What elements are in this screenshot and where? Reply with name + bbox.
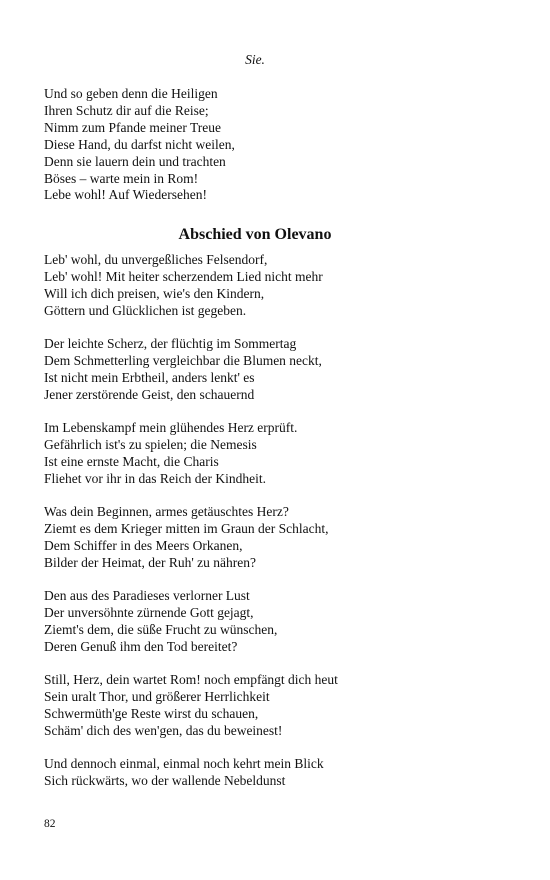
stanza-7 [44, 756, 514, 790]
verse-line: Ziemt es dem Krieger mitten im Graun der Schlacht, [44, 520, 329, 536]
stanza-5 [44, 588, 514, 656]
verse-line: Fliehet vor ihr in das Reich der Kindheit. [44, 470, 266, 486]
verse-line: Schwermüth'ge Reste wirst du schauen, [44, 705, 259, 721]
verse-line: Denn sie lauern dein und trachten [44, 153, 226, 169]
verse-line: Jener zerstörende Geist, den schauernd [44, 386, 255, 402]
speaker-label: Sie. [245, 52, 265, 67]
verse-line: Bilder der Heimat, der Ruh' zu nähren? [44, 554, 256, 570]
verse-line: Im Lebenskampf mein glühendes Herz erprüft. [44, 420, 298, 435]
verse-line: Leb' wohl! Mit heiter scherzendem Lied nicht mehr [44, 268, 323, 284]
verse-line: Gefährlich ist's zu spielen; die Nemesis [44, 436, 257, 452]
verse-line: Göttern und Glücklichen ist gegeben. [44, 302, 247, 318]
verse-line: Deren Genuß ihm den Tod bereitet? [44, 638, 238, 654]
verse-line: Sich rückwärts, wo der wallende Nebeldunst [44, 772, 286, 788]
verse-line: Leb' wohl, du unvergeßliches Felsendorf, [44, 252, 268, 267]
verse-line: Der leichte Scherz, der flüchtig im Sommertag [44, 336, 297, 351]
verse-line: Und dennoch einmal, einmal noch kehrt mein Blick [44, 756, 324, 771]
verse-line: Ihren Schutz dir auf die Reise; [44, 102, 209, 118]
stanza-4 [44, 504, 514, 572]
verse-line: Ist eine ernste Macht, die Charis [44, 453, 219, 469]
verse-line: Was dein Beginnen, armes getäuschtes Herz? [44, 504, 289, 519]
verse-line: Und so geben denn die Heiligen [44, 86, 218, 101]
verse-line: Den aus des Paradieses verlorner Lust [44, 588, 250, 603]
stanza-3 [44, 420, 514, 488]
verse-line: Lebe wohl! Auf Wiedersehen! [44, 187, 208, 203]
page-number: 82 [44, 818, 56, 830]
verse-line: Ist nicht mein Erbtheil, anders lenkt' es [44, 369, 255, 385]
verse-line: Dem Schmetterling vergleichbar die Blumen neckt, [44, 352, 322, 368]
verse-line: Dem Schiffer in des Meers Orkanen, [44, 537, 243, 553]
verse-line: Böses – warte mein in Rom! [44, 170, 199, 186]
verse-line: Sein uralt Thor, und größerer Herrlichkeit [44, 688, 270, 704]
verse-line: Schäm' dich des wen'gen, das du beweinest! [44, 722, 283, 738]
verse-line: Nimm zum Pfande meiner Treue [44, 119, 221, 135]
verse-line: Still, Herz, dein wartet Rom! noch empfängt dich heut [44, 672, 338, 687]
stanza-1 [44, 252, 514, 320]
poem-title: Abschied von Olevano [178, 226, 332, 243]
verse-line: Diese Hand, du darfst nicht weilen, [44, 136, 235, 152]
verse-line: Der unversöhnte zürnende Gott gejagt, [44, 604, 254, 620]
verse-line: Will ich dich preisen, wie's den Kindern, [44, 285, 265, 301]
stanza-6 [44, 672, 514, 740]
intro-stanza [44, 86, 514, 204]
stanza-2 [44, 336, 514, 404]
verse-line: Ziemt's dem, die süße Frucht zu wünschen, [44, 621, 278, 637]
